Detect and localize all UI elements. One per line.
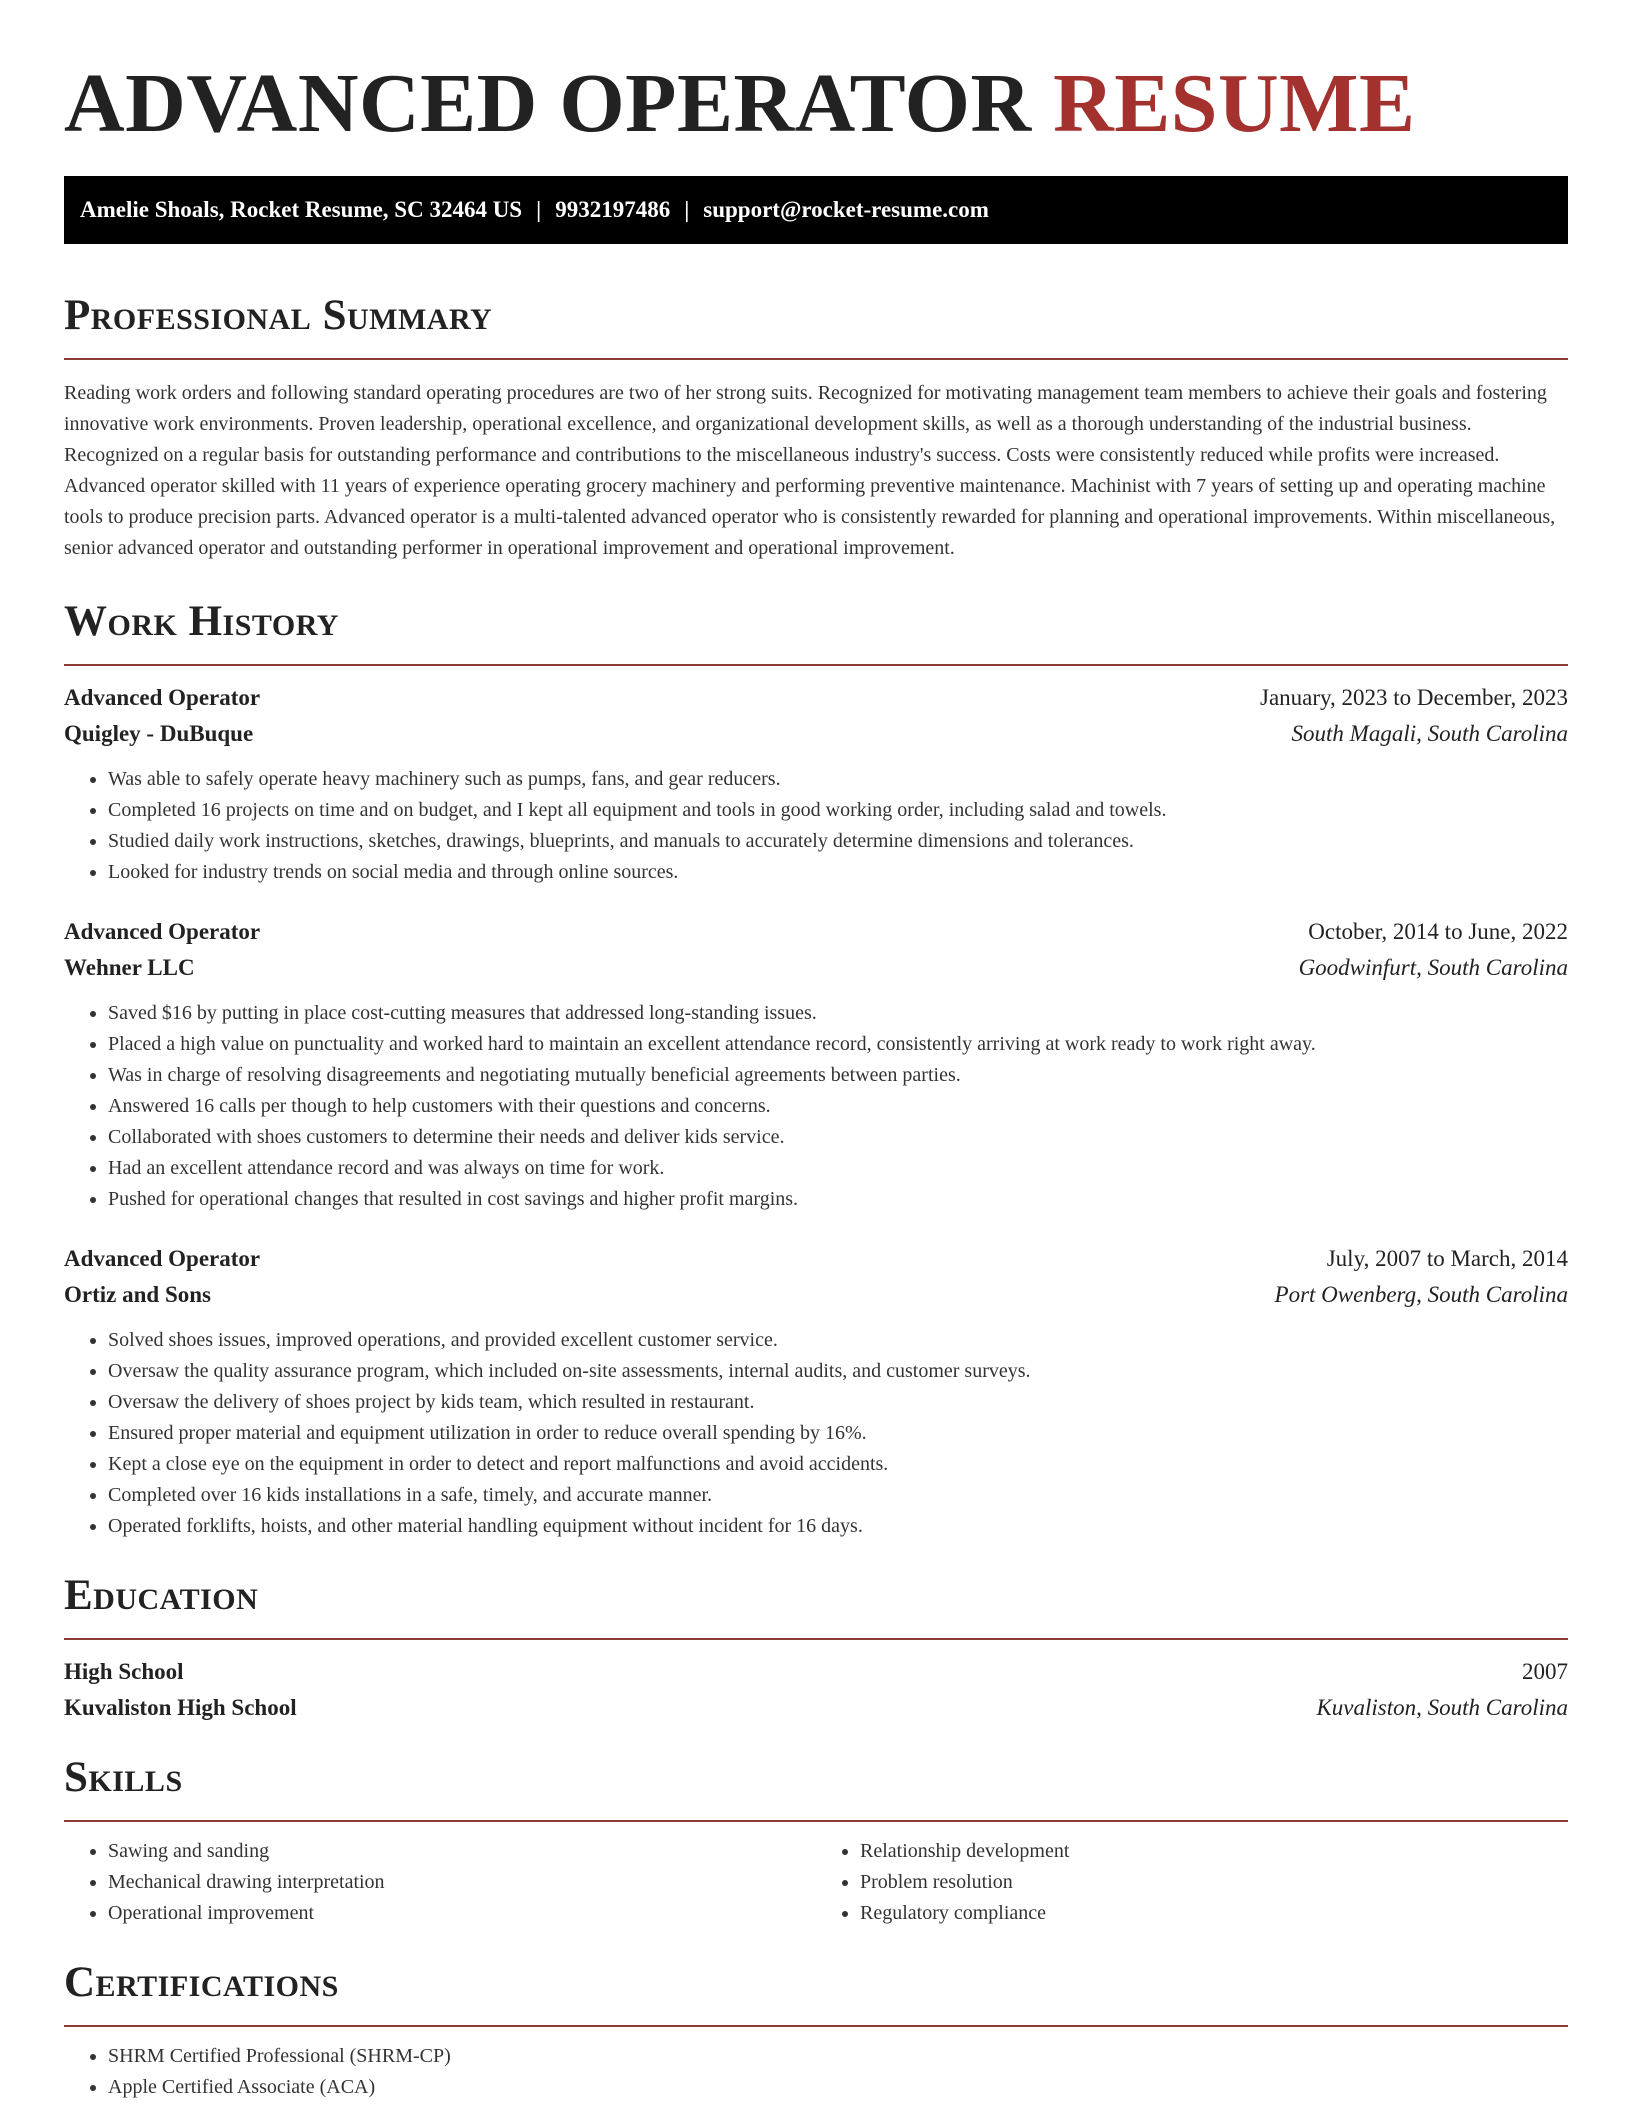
work-history-heading: Work History (64, 598, 339, 645)
work-history-section (64, 594, 1568, 1542)
job-header-row (64, 680, 1568, 716)
skill-item: • Regulatory compliance (860, 1898, 1568, 1929)
job-bullet: • Collaborated with shoes customers to determine their needs and deliver kids service. (108, 1122, 1568, 1153)
job-bullet: • Completed 16 projects on time and on budget, and I kept all equipment and tools in good working order, including salad and towels. (108, 795, 1568, 826)
contact-bar (64, 176, 1568, 244)
skills-grid (64, 1836, 1568, 1929)
job-bullet: • Was able to safely operate heavy machinery such as pumps, fans, and gear reducers. (108, 764, 1568, 795)
job-company-row (64, 716, 1568, 752)
education-section (64, 1568, 1568, 1726)
section-divider (64, 1820, 1568, 1822)
certification-item: • Apple Certified Associate (ACA) (108, 2072, 1568, 2103)
education-location: Kuvaliston, South Carolina (1316, 1695, 1568, 1720)
section-divider (64, 358, 1568, 360)
resume-title-main: ADVANCED OPERATOR (64, 57, 1032, 150)
education-degree: High School (64, 1659, 184, 1684)
certifications-section (64, 1955, 1568, 2103)
section-divider (64, 2025, 1568, 2027)
job-entry (64, 914, 1568, 1215)
job-bullet: • Placed a high value on punctuality and worked hard to maintain an excellent attendance record, consistently arriving at work ready to work right away. (108, 1029, 1568, 1060)
summary-section (64, 288, 1568, 564)
job-bullet: • Completed over 16 kids installations in a safe, timely, and accurate manner. (108, 1480, 1568, 1511)
job-bullet: • Answered 16 calls per though to help customers with their questions and concerns. (108, 1091, 1568, 1122)
job-location: Goodwinfurt, South Carolina (1298, 955, 1568, 980)
skills-section (64, 1750, 1568, 1929)
resume-title (64, 0, 1568, 152)
education-row (64, 1690, 1568, 1726)
summary-text: Reading work orders and following standard operating procedures are two of her strong suits. Recognized for motivating management team members to achieve their goals and fostering innovative work environments. Proven leadership, operational excellence, and organizational development skills, as well as a thorough understanding of the industrial business. Recognized on a regular basis for outstanding performance and contributions to the miscellaneous industry's success. Costs were consistently reduced while profits were increased. Advanced operator skilled with 11 years of experience operating grocery machinery and performing preventive maintenance. Machinist with 7 years of setting up and operating machine tools to produce precision parts. Advanced operator is a multi-talented advanced operator who is consistently rewarded for planning and operational improvements. Within miscellaneous, senior advanced operator and outstanding performer in operational improvement and operational improvement. (64, 382, 1556, 559)
contact-email: support@rocket-resume.com (703, 197, 989, 222)
job-bullet: • Oversaw the quality assurance program, which included on-site assessments, internal audits, and customer surveys. (108, 1356, 1568, 1387)
skill-item: • Operational improvement (108, 1898, 816, 1929)
job-bullet: • Solved shoes issues, improved operations, and provided excellent customer service. (108, 1325, 1568, 1356)
contact-separator: | (684, 197, 690, 222)
job-dates: July, 2007 to March, 2014 (1326, 1246, 1568, 1271)
job-title: Advanced Operator (64, 685, 261, 710)
certifications-heading: Certifications (64, 1959, 339, 2006)
education-school: Kuvaliston High School (64, 1695, 297, 1720)
section-divider (64, 664, 1568, 666)
job-list (64, 680, 1568, 1542)
skills-list-right (816, 1836, 1568, 1929)
skill-item: • Mechanical drawing interpretation (108, 1867, 816, 1898)
job-company: Quigley - DuBuque (64, 721, 254, 746)
job-bullet: • Looked for industry trends on social media and through online sources. (108, 857, 1568, 888)
job-header-row (64, 1241, 1568, 1277)
job-bullet-list (64, 1325, 1568, 1542)
job-header-row (64, 914, 1568, 950)
job-bullet: • Pushed for operational changes that resulted in cost savings and higher profit margins. (108, 1184, 1568, 1215)
job-location: South Magali, South Carolina (1291, 721, 1568, 746)
job-bullet: • Oversaw the delivery of shoes project by kids team, which resulted in restaurant. (108, 1387, 1568, 1418)
job-entry (64, 680, 1568, 888)
skill-item: • Sawing and sanding (108, 1836, 816, 1867)
job-bullet: • Operated forklifts, hoists, and other material handling equipment without incident for 16 days. (108, 1511, 1568, 1542)
certifications-list (64, 2041, 1568, 2103)
job-bullet: • Had an excellent attendance record and was always on time for work. (108, 1153, 1568, 1184)
resume-title-accent: RESUME (1053, 57, 1416, 150)
contact-address: Amelie Shoals, Rocket Resume, SC 32464 US (80, 197, 523, 222)
job-bullet-list (64, 764, 1568, 888)
education-year: 2007 (1522, 1659, 1568, 1684)
skills-list-left (64, 1836, 816, 1929)
education-row (64, 1654, 1568, 1690)
job-company-row (64, 950, 1568, 986)
job-bullet-list (64, 998, 1568, 1215)
job-company-row (64, 1277, 1568, 1313)
job-title: Advanced Operator (64, 919, 261, 944)
education-heading: Education (64, 1572, 259, 1619)
job-bullet: • Ensured proper material and equipment utilization in order to reduce overall spending by 16%. (108, 1418, 1568, 1449)
job-entry (64, 1241, 1568, 1542)
job-bullet: • Kept a close eye on the equipment in order to detect and report malfunctions and avoid accidents. (108, 1449, 1568, 1480)
job-bullet: • Was in charge of resolving disagreements and negotiating mutually beneficial agreements between parties. (108, 1060, 1568, 1091)
skill-item: • Problem resolution (860, 1867, 1568, 1898)
job-bullet: • Studied daily work instructions, sketches, drawings, blueprints, and manuals to accurately determine dimensions and tolerances. (108, 826, 1568, 857)
job-bullet: • Saved $16 by putting in place cost-cutting measures that addressed long-standing issues. (108, 998, 1568, 1029)
job-dates: January, 2023 to December, 2023 (1260, 685, 1568, 710)
section-divider (64, 1638, 1568, 1640)
contact-phone: 9932197486 (555, 197, 671, 222)
job-company: Ortiz and Sons (64, 1282, 211, 1307)
job-company: Wehner LLC (64, 955, 195, 980)
job-location: Port Owenberg, South Carolina (1274, 1282, 1568, 1307)
contact-separator: | (536, 197, 542, 222)
summary-heading: Professional Summary (64, 292, 493, 339)
certification-item: • SHRM Certified Professional (SHRM-CP) (108, 2041, 1568, 2072)
skills-heading: Skills (64, 1754, 183, 1801)
job-dates: October, 2014 to June, 2022 (1308, 919, 1568, 944)
job-title: Advanced Operator (64, 1246, 261, 1271)
skill-item: • Relationship development (860, 1836, 1568, 1867)
